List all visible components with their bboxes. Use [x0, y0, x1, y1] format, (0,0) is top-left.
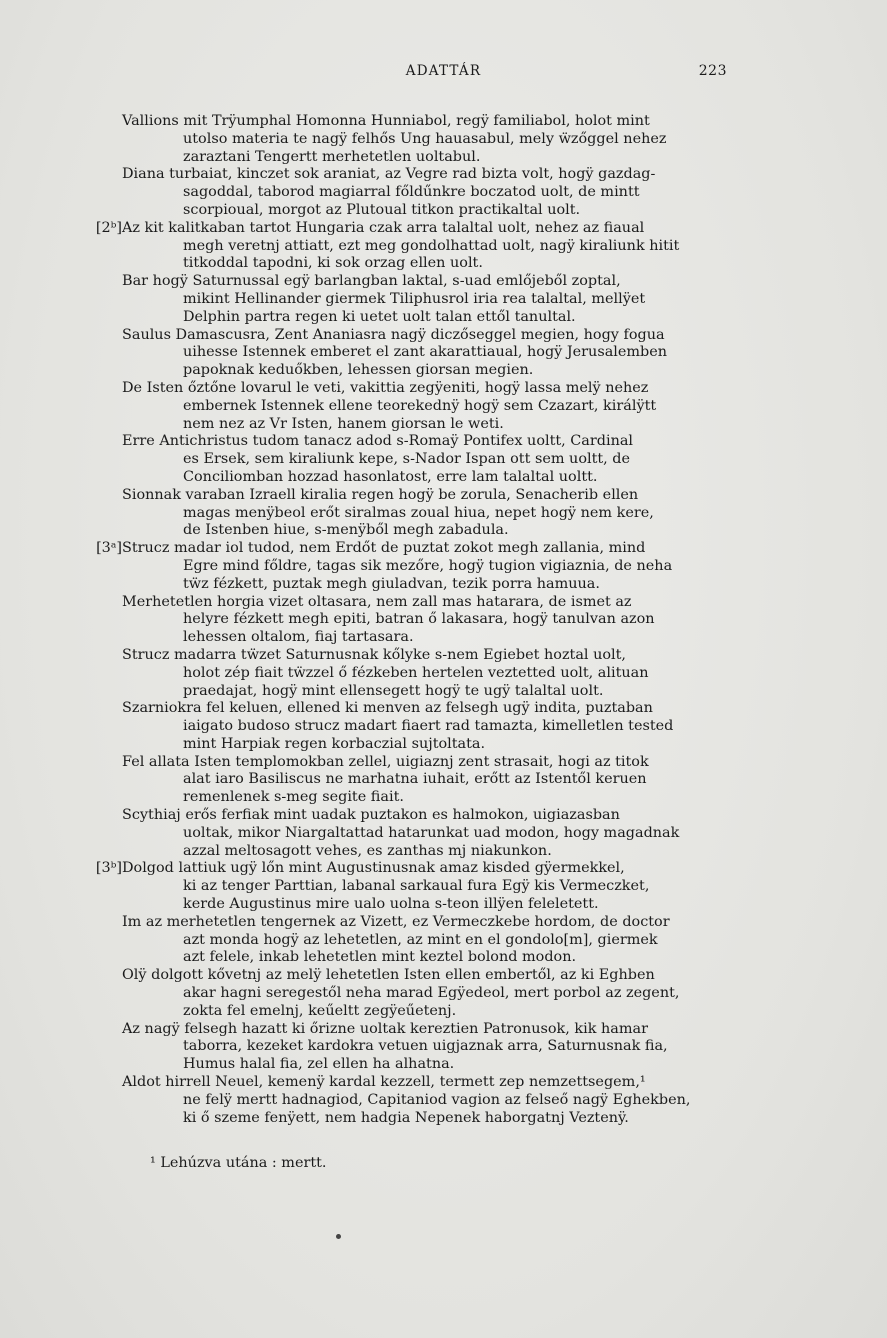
line-text: papoknak keduőkben, lehessen giorsan megien. [183, 362, 534, 379]
stanza [88, 1074, 738, 1127]
stanza [88, 754, 738, 807]
line-text: De Isten őztőne lovarul le veti, vakittia zegÿeniti, hogÿ lassa melÿ nehez [122, 379, 649, 396]
stanza-first-line [88, 433, 738, 451]
line-text: Szarniokra fel keluen, ellened ki menven az felsegh ugÿ indita, puztaban [122, 700, 653, 717]
line-text: iaigato budoso strucz madart fiaert rad tamazta, kimelletlen tested [183, 718, 674, 735]
stanza-line [88, 184, 738, 202]
line-text: azzal meltosagott vehes, es zanthas mj niakunkon. [183, 842, 552, 859]
stanza-line [88, 202, 738, 220]
stanza-first-line [88, 594, 738, 612]
line-text: Conciliomban hozzad hasonlatost, erre lam talaltal uoltt. [183, 468, 598, 485]
line-text: praedajat, hogÿ mint ellensegett hogÿ te ugÿ talaltal uolt. [183, 682, 604, 699]
stanza-line [88, 825, 738, 843]
stanza-first-line [88, 754, 738, 772]
stanza [88, 967, 738, 1020]
stanza-line [88, 344, 738, 362]
stanza-line [88, 1092, 738, 1110]
stanza-line [88, 309, 738, 327]
stanza-line [88, 558, 738, 576]
line-text: Fel allata Isten templomokban zellel, uigiaznj zent strasait, hogi az titok [122, 753, 649, 770]
stanza-first-line [88, 1021, 738, 1039]
line-text: de Istenben hiue, s-menÿből megh zabadula. [183, 522, 509, 539]
line-text: Merhetetlen horgia vizet oltasara, nem zall mas hatarara, de ismet az [122, 593, 632, 610]
stanza [88, 1021, 738, 1074]
stanza-line [88, 398, 738, 416]
stanza-line [88, 505, 738, 523]
line-text: ne felÿ mertt hadnagiod, Capitaniod vagion az felseő nagÿ Eghekben, [183, 1091, 691, 1108]
stanza [88, 380, 738, 433]
line-text: megh veretnj attiatt, ezt meg gondolhattad uolt, nagÿ kiraliunk hitit [183, 237, 680, 254]
stanza-first-line [88, 380, 738, 398]
stanza-line [88, 771, 738, 789]
stanza-line [88, 932, 738, 950]
line-text: Strucz madarra tẅzet Saturnusnak kőlyke s-nem Egiebet hoztal uolt, [122, 646, 626, 663]
stanza [88, 594, 738, 647]
line-text: Aldot hirrell Neuel, kemenÿ kardal kezzell, termett zep nemzettsegem,¹ [122, 1074, 646, 1091]
stanza-line [88, 949, 738, 967]
stanza-line [88, 131, 738, 149]
line-text: azt monda hogÿ az lehetetlen, az mint en el gondolo[m], giermek [183, 931, 658, 948]
line-text: uoltak, mikor Niargaltattad hatarunkat uad modon, hogy magadnak [183, 824, 680, 841]
stanza [88, 807, 738, 860]
stanza-line [88, 878, 738, 896]
line-text: Strucz madar iol tudod, nem Erdőt de puztat zokot megh zallania, mind [122, 540, 646, 557]
line-text: Delphin partra regen ki uetet uolt talan ettől tanultal. [183, 308, 576, 325]
stanza-line [88, 149, 738, 167]
stanza [88, 914, 738, 967]
line-text: akar hagni seregestől neha marad Egÿedeol, mert porbol az zegent, [183, 985, 680, 1002]
stanza-line [88, 1110, 738, 1128]
stanza [88, 327, 738, 380]
stanza [88, 433, 738, 486]
stanza-line [88, 576, 738, 594]
folio-marker: [3ᵃ] [96, 540, 122, 557]
line-text: zaraztani Tengertt merhetetlen uoltabul. [183, 148, 481, 165]
line-text: holot zép fiait tẅzzel ő fézkeben hertelen veztetted uolt, alituan [183, 664, 649, 681]
line-text: utolso materia te nagÿ felhős Ung hauasabul, mely ẅzőggel nehez [183, 130, 667, 147]
line-text: Sionnak varaban Izraell kiralia regen hogÿ be zorula, Senacherib ellen [122, 486, 639, 503]
stanza-first-line [88, 487, 738, 505]
stanza-line [88, 255, 738, 273]
folio-marker: [3ᵇ] [95, 860, 122, 877]
line-text: Scythiaj erős ferfiak mint uadak puztakon es halmokon, uigiazasban [122, 807, 620, 824]
line-text: Bar hogÿ Saturnussal egÿ barlangban laktal, s-uad emlőjeből zoptal, [122, 273, 621, 290]
stanza-first-line [88, 647, 738, 665]
line-text: embernek Istennek ellene teorekednÿ hogÿ sem Czazart, királÿtt [183, 397, 657, 414]
line-text: scorpioual, morgot az Plutoual titkon practikaltal uolt. [183, 201, 581, 218]
footnote: ¹ Lehúzva utána : mertt. [150, 1155, 327, 1171]
stanza-first-line [88, 273, 738, 291]
poem-body [88, 113, 738, 1127]
stanza-first-line [88, 860, 738, 878]
stanza-line [88, 451, 738, 469]
stanza-line [88, 896, 738, 914]
line-text: Olÿ dolgott kővetnj az melÿ lehetetlen Isten ellen embertől, az ki Eghben [122, 967, 655, 984]
line-text: Im az merhetetlen tengernek az Vizett, ez Vermeczkebe hordom, de doctor [122, 913, 670, 930]
stanza-first-line [88, 807, 738, 825]
stanza [88, 166, 738, 219]
line-text: helyre fézkett megh epiti, batran ő lakasara, hogÿ tanulvan azon [183, 611, 655, 628]
line-text: lehessen oltalom, fiaj tartasara. [183, 629, 414, 646]
line-text: remenlenek s-meg segite fiait. [183, 789, 404, 806]
stanza [88, 113, 738, 166]
line-text: sagoddal, taborod magiarral főldűnkre boczatod uolt, de mintt [183, 184, 640, 201]
line-text: Humus halal fia, zel ellen ha alhatna. [183, 1056, 455, 1073]
stanza-line [88, 985, 738, 1003]
stanza [88, 700, 738, 753]
line-text: titkoddal tapodni, ki sok orzag ellen uolt. [183, 255, 483, 272]
stanza-line [88, 522, 738, 540]
line-text: azt felele, inkab lehetetlen mint keztel bolond modon. [183, 949, 577, 966]
line-text: Az kit kalitkaban tartot Hungaria czak arra talaltal uolt, nehez az fiaual [122, 219, 645, 236]
stanza [88, 647, 738, 700]
line-text: ki az tenger Parttian, labanal sarkaual fura Egÿ kis Vermeczket, [183, 878, 650, 895]
line-text: zokta fel emelnj, keűeltt zegÿeűetenj. [183, 1002, 457, 1019]
stanza-first-line [88, 1074, 738, 1092]
stanza-first-line [88, 327, 738, 345]
page-number: 223 [698, 63, 727, 79]
running-head: ADATTÁR [405, 63, 482, 79]
stanza-line [88, 683, 738, 701]
stanza-line [88, 362, 738, 380]
stanza-first-line [88, 700, 738, 718]
line-text: Az nagÿ felsegh hazatt ki őrizne uoltak kereztien Patronusok, kik hamar [122, 1020, 648, 1037]
line-text: Dolgod lattiuk ugÿ lőn mint Augustinusnak amaz kisded gÿermekkel, [122, 860, 625, 877]
line-text: nem nez az Vr Isten, hanem giorsan le weti. [183, 415, 504, 432]
stanza-line [88, 1038, 738, 1056]
stanza-first-line [88, 166, 738, 184]
stanza-line [88, 611, 738, 629]
stanza-first-line [88, 220, 738, 238]
stanza-first-line [88, 113, 738, 131]
stanza-line [88, 469, 738, 487]
stanza-line [88, 291, 738, 309]
stanza-line [88, 238, 738, 256]
stanza-line [88, 789, 738, 807]
folio-marker: [2ᵇ] [95, 219, 122, 236]
line-text: magas menÿbeol erőt siralmas zoual hiua, nepet hogÿ nem kere, [183, 504, 654, 521]
stanza-line [88, 718, 738, 736]
stanza-first-line [88, 540, 738, 558]
line-text: kerde Augustinus mire ualo uolna s-teon illÿen feleletett. [183, 896, 599, 913]
stanza-line [88, 1056, 738, 1074]
stanza [88, 540, 738, 593]
line-text: Saulus Damascusra, Zent Ananiasra nagÿ diczőseggel megien, hogy fogua [122, 326, 665, 343]
stanza-line [88, 416, 738, 434]
stanza-first-line [88, 914, 738, 932]
line-text: tẅz fézkett, puztak megh giuladvan, tezik porra hamuua. [183, 575, 600, 592]
line-text: Egre mind főldre, tagas sik mezőre, hogÿ tugion vigiaznia, de neha [183, 557, 673, 574]
line-text: mikint Hellinander giermek Tiliphusrol iria rea talaltal, mellÿet [183, 290, 646, 307]
line-text: taborra, kezeket kardokra vetuen uigjaznak arra, Saturnusnak fia, [183, 1038, 668, 1055]
stanza-line [88, 1003, 738, 1021]
stanza [88, 273, 738, 326]
stanza [88, 487, 738, 540]
ink-dot [336, 1234, 341, 1239]
page-header [0, 63, 887, 85]
line-text: es Ersek, sem kiraliunk kepe, s-Nador Ispan ott sem uoltt, de [183, 451, 631, 468]
line-text: ki ő szeme fenÿett, nem hadgia Nepenek haborgatnj Veztenÿ. [183, 1109, 629, 1126]
stanza [88, 220, 738, 273]
stanza-line [88, 843, 738, 861]
line-text: uihesse Istennek emberet el zant akarattiaual, hogÿ Jerusalemben [183, 344, 668, 361]
line-text: Vallions mit Trÿumphal Homonna Hunniabol, regÿ familiabol, holot mint [122, 113, 650, 129]
stanza-first-line [88, 967, 738, 985]
stanza [88, 860, 738, 913]
line-text: Diana turbaiat, kinczet sok araniat, az Vegre rad bizta volt, hogÿ gazdag- [122, 166, 656, 183]
stanza-line [88, 665, 738, 683]
line-text: alat iaro Basiliscus ne marhatna iuhait, erőtt az Istentől keruen [183, 771, 647, 788]
stanza-line [88, 736, 738, 754]
stanza-line [88, 629, 738, 647]
line-text: Erre Antichristus tudom tanacz adod s-Romaÿ Pontifex uoltt, Cardinal [122, 433, 634, 450]
line-text: mint Harpiak regen korbaczial sujtoltata. [183, 735, 486, 752]
